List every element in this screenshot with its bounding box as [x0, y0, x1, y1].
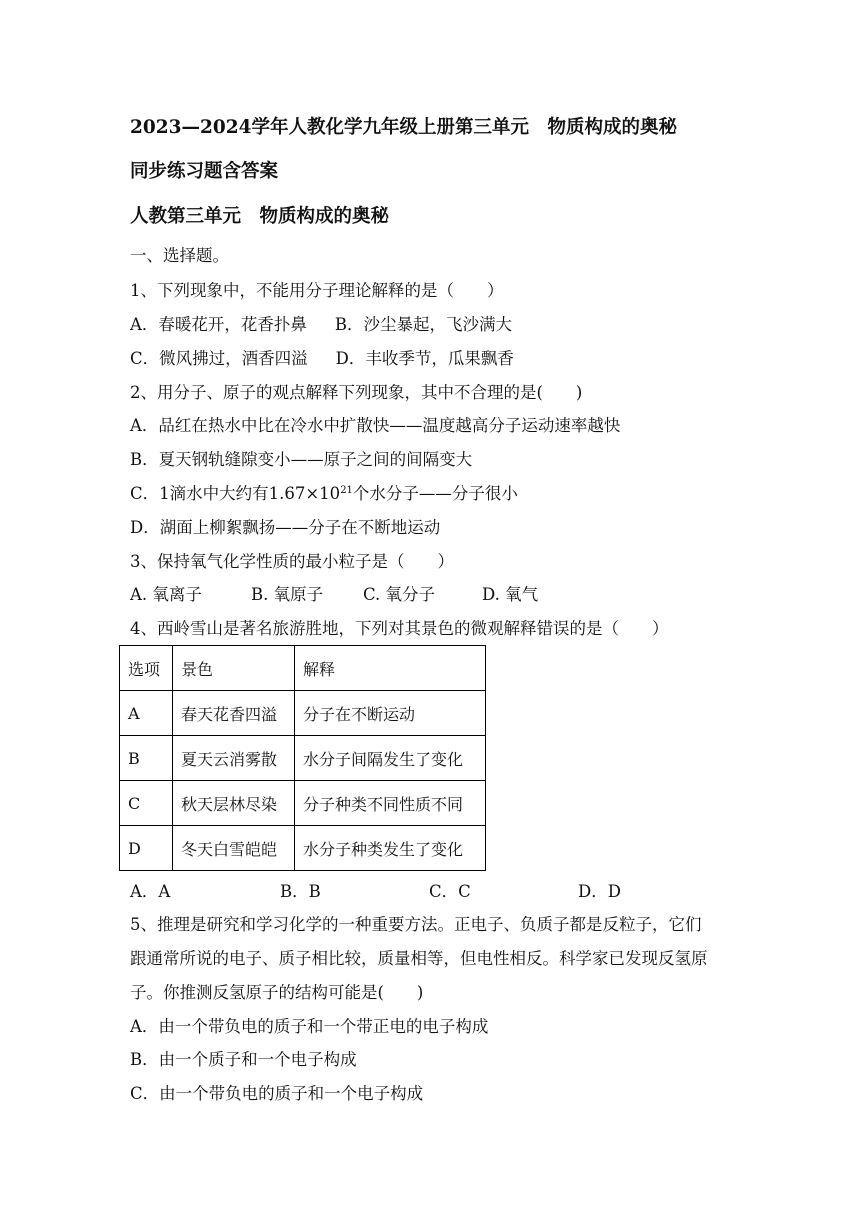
question-2-option-a: A．品红在热水中比在冷水中扩散快——温度越高分子运动速率越快 [130, 416, 621, 435]
question-2-option-c-exponent: 21 [340, 485, 353, 496]
table-cell: 春天花香四溢 [173, 691, 295, 736]
table-cell: 分子种类不同性质不同 [295, 781, 486, 826]
table-header-cell: 景色 [173, 646, 295, 691]
table-row [120, 736, 486, 781]
question-4-table [119, 645, 486, 871]
doc-subtitle: 人教第三单元 物质构成的奥秘 [130, 206, 390, 227]
question-2-option-d: D．湖面上柳絮飘扬——分子在不断地运动 [130, 518, 441, 537]
table-cell: B [120, 736, 173, 781]
question-1-option-d: D．丰收季节，瓜果飘香 [335, 349, 514, 368]
question-3-option-d: D. 氧气 [482, 585, 539, 604]
table-row [120, 826, 486, 871]
question-2-option-c-tail: 个水分子——分子很小 [352, 484, 518, 503]
doc-title-line1: 2023—2024学年人教化学九年级上册第三单元 物质构成的奥秘 [130, 117, 677, 138]
question-1-options-row2 [130, 349, 514, 369]
question-2-option-c-head: C．1滴水中大约有1.67×10 [130, 484, 341, 503]
question-4-option-c: C．C [429, 882, 471, 901]
question-4-option-d: D．D [578, 882, 621, 901]
table-cell: C [120, 781, 173, 826]
doc-title-line2: 同步练习题含答案 [130, 161, 279, 182]
question-1-option-a: A．春暖花开，花香扑鼻 [130, 315, 307, 334]
question-1-stem: 1、下列现象中，不能用分子理论解释的是（ ） [130, 281, 504, 300]
question-5-stem-line2: 跟通常所说的电子、质子相比较，质量相等，但电性相反。科学家已发现反氢原 [130, 949, 708, 968]
question-3-option-c: C. 氧分子 [363, 585, 436, 604]
table-header-cell: 选项 [120, 646, 173, 691]
question-4-option-a: A．A [130, 882, 171, 901]
table-cell: 冬天白雪皑皑 [173, 826, 295, 871]
table-cell: 分子在不断运动 [295, 691, 486, 736]
question-1-options-row1 [130, 315, 512, 335]
question-4-option-b: B．B [280, 882, 321, 901]
question-5-option-c: C．由一个带负电的质子和一个电子构成 [130, 1084, 424, 1103]
question-1-option-c: C．微风拂过，酒香四溢 [130, 349, 308, 368]
table-row [120, 691, 486, 736]
table-cell: 秋天层林尽染 [173, 781, 295, 826]
table-cell: 夏天云消雾散 [173, 736, 295, 781]
table-header-cell: 解释 [295, 646, 486, 691]
table-cell: 水分子间隔发生了变化 [295, 736, 486, 781]
section-heading: 一、选择题。 [130, 246, 229, 265]
question-2-stem: 2、用分子、原子的观点解释下列现象，其中不合理的是( ) [130, 383, 583, 402]
question-3-stem: 3、保持氧气化学性质的最小粒子是（ ） [130, 552, 454, 571]
table-cell: 水分子种类发生了变化 [295, 826, 486, 871]
question-1-option-b: B．沙尘暴起，飞沙满大 [334, 315, 513, 334]
table-cell: A [120, 691, 173, 736]
question-3-option-b: B. 氧原子 [251, 585, 324, 604]
question-3-option-a: A. 氧离子 [130, 585, 202, 604]
question-5-option-b: B．由一个质子和一个电子构成 [130, 1050, 357, 1069]
question-5-option-a: A．由一个带负电的质子和一个带正电的电子构成 [130, 1017, 489, 1036]
question-4-stem: 4、西岭雪山是著名旅游胜地，下列对其景色的微观解释错误的是（ ） [130, 619, 669, 638]
question-5-stem-line3: 子。你推测反氢原子的结构可能是( ) [130, 983, 424, 1002]
question-5-stem-line1: 5、推理是研究和学习化学的一种重要方法。正电子、负质子都是反粒子，它们 [130, 915, 702, 934]
table-cell: D [120, 826, 173, 871]
question-2-option-c [130, 484, 518, 504]
question-2-option-b: B．夏天钢轨缝隙变小——原子之间的间隔变大 [130, 450, 473, 469]
table-header-row [120, 646, 486, 691]
table-row [120, 781, 486, 826]
